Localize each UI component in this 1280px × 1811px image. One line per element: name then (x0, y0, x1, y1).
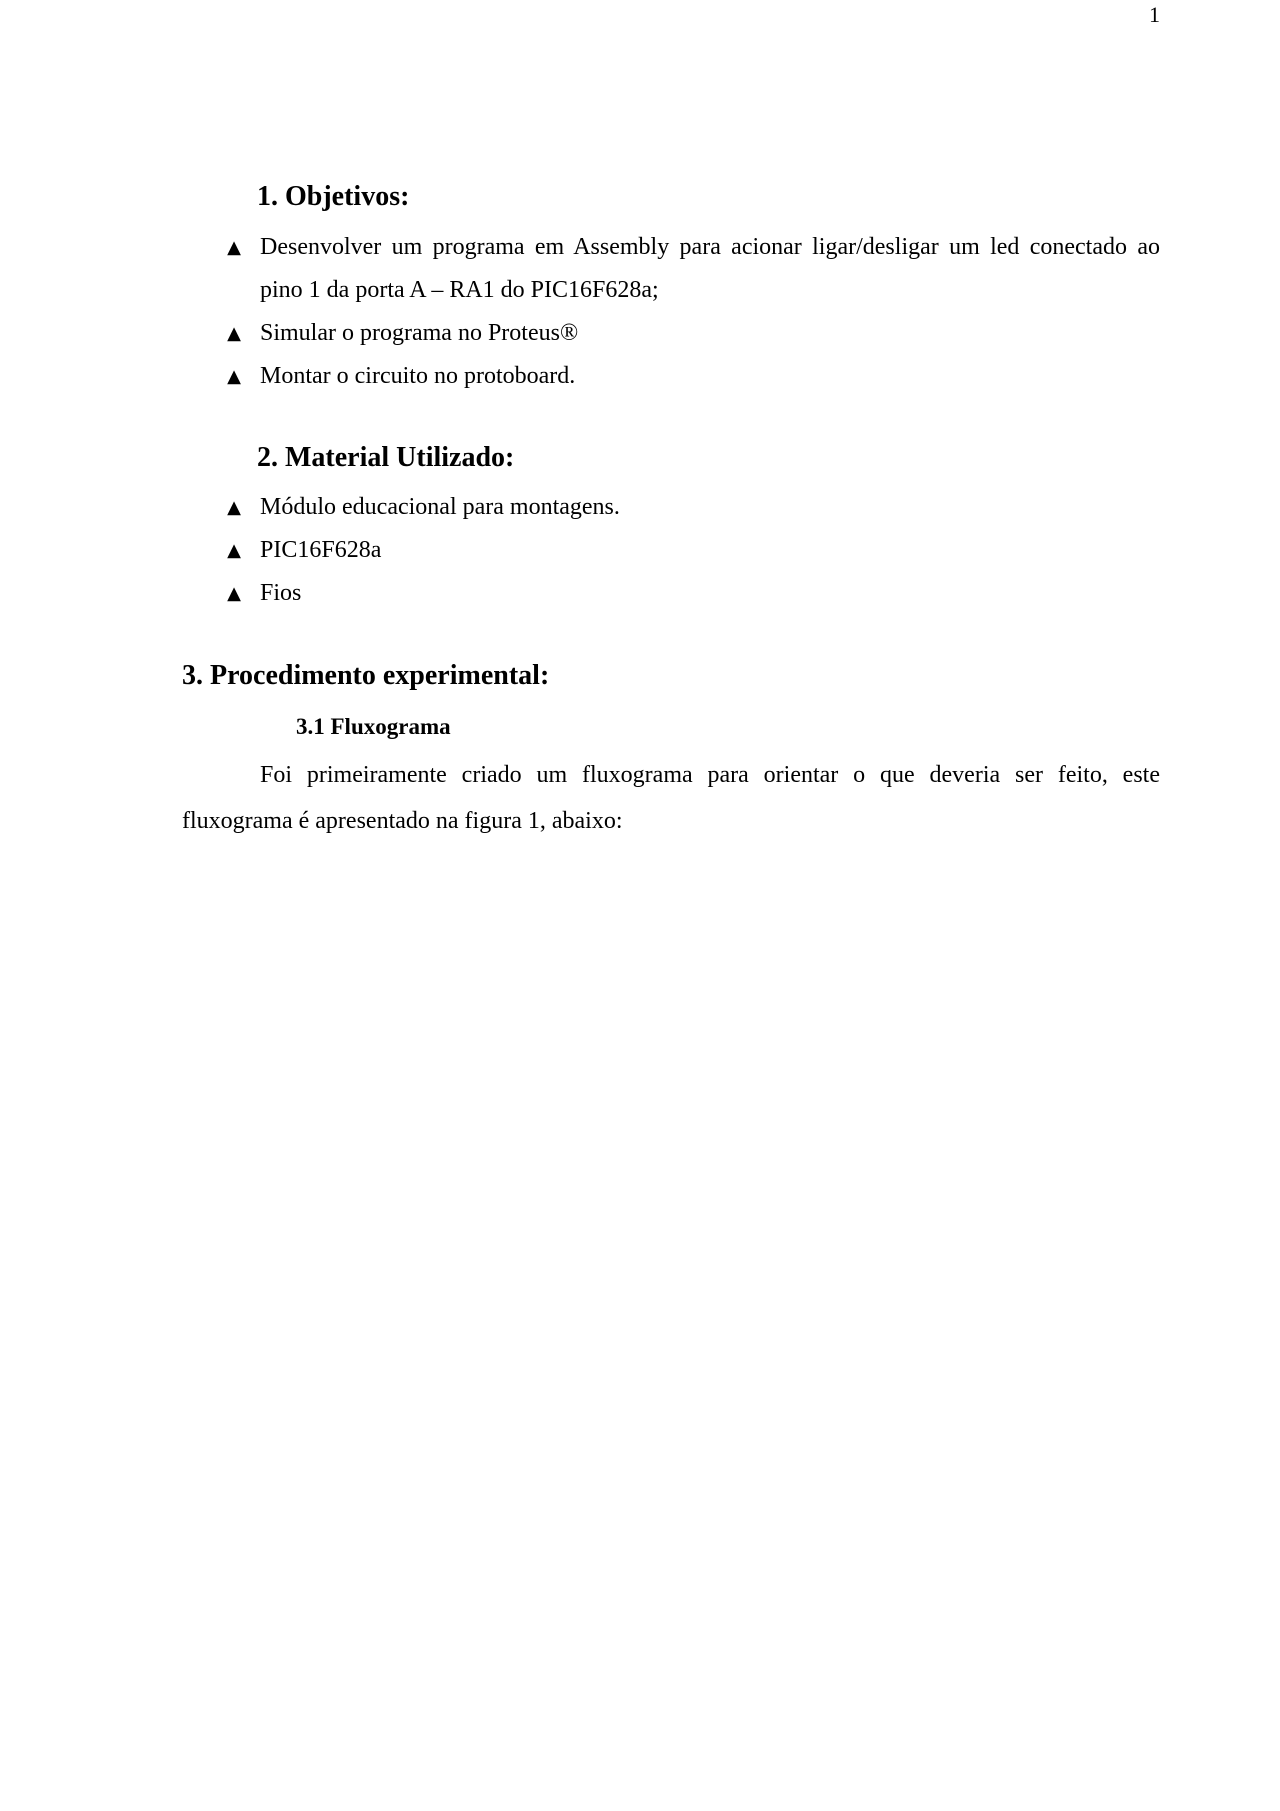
list-item-text: PIC16F628a (260, 537, 382, 563)
fluxograma-paragraph: Foi primeiramente criado um fluxograma para orientar o que deveria ser feito, este fluxograma é apresentado na figura 1, abaixo: (182, 762, 1160, 834)
triangle-bullet-icon: ▲ (227, 583, 241, 604)
list-item-text: Simular o programa no Proteus® (260, 320, 579, 346)
material-list (222, 486, 1160, 615)
list-item (222, 312, 1160, 355)
triangle-bullet-icon: ▲ (227, 323, 241, 344)
triangle-bullet-icon: ▲ (227, 540, 241, 561)
triangle-bullet-icon: ▲ (227, 366, 241, 387)
list-item (222, 529, 1160, 572)
section-title-objetivos: 1. Objetivos: (257, 181, 410, 212)
page-number: 1 (1149, 2, 1160, 27)
triangle-bullet-icon: ▲ (227, 497, 241, 518)
subsection-title-fluxograma: 3.1 Fluxograma (296, 714, 451, 739)
triangle-bullet-icon: ▲ (227, 237, 241, 258)
objetivos-list (222, 226, 1160, 398)
list-item (222, 355, 1160, 398)
list-item (222, 486, 1160, 529)
section-title-procedimento: 3. Procedimento experimental: (182, 660, 550, 691)
list-item-text: Fios (260, 580, 302, 606)
section-title-material: 2. Material Utilizado: (257, 442, 515, 473)
list-item-text: Desenvolver um programa em Assembly para acionar ligar/desligar um led conectado ao pino 1 da porta A – RA1 do PIC16F628a; (260, 234, 1160, 303)
list-item-text: Módulo educacional para montagens. (260, 494, 620, 520)
list-item (222, 572, 1160, 615)
list-item (222, 226, 1160, 312)
list-item-text: Montar o circuito no protoboard. (260, 363, 576, 389)
